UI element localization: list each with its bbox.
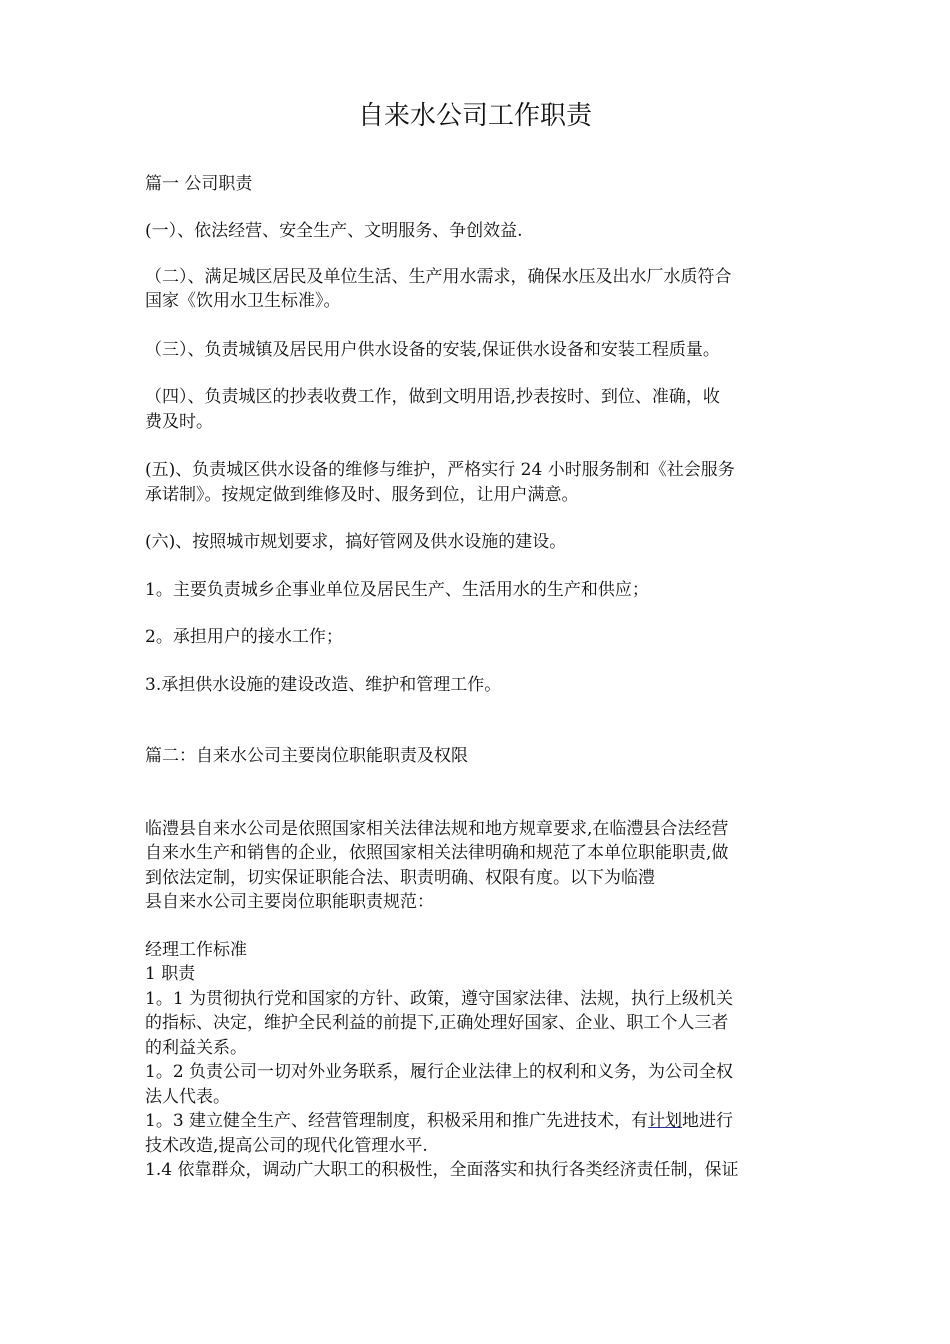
duty-1-4-line1: 1.4 依靠群众，调动广大职工的积极性，全面落实和执行各类经济责任制，保证 xyxy=(145,1160,739,1180)
standard-heading: 经理工作标准 xyxy=(145,940,247,960)
part1-item-6: (六)、按照城市规划要求，搞好管网及供水设施的建设。 xyxy=(145,532,567,552)
part1-item-2-line2: 国家《饮用水卫生标准》。 xyxy=(145,291,341,311)
part2-intro-line2: 自来水生产和销售的企业，依照国家相关法律明确和规范了本单位职能职责,做 xyxy=(145,843,729,863)
duty-1-2-line2: 法人代表。 xyxy=(145,1087,230,1107)
duty-1-3-line1 xyxy=(145,1109,810,1133)
part2-intro-line3: 到依法定制，切实保证职能合法、职责明确、权限有度。以下为临澧 xyxy=(145,868,655,888)
document-title: 自来水公司工作职责 xyxy=(357,101,592,131)
part1-item-2-line1: （二）、满足城区居民及单位生活、生产用水需求，确保水压及出水厂水质符合 xyxy=(145,267,732,287)
underlined-plan-word: 计划 xyxy=(648,1111,683,1131)
duty-1-2-line1: 1。2 负责公司一切对外业务联系，履行企业法律上的权利和义务，为公司全权 xyxy=(145,1062,734,1082)
part2-intro-line1: 临澧县自来水公司是依照国家相关法律法规和地方规章要求,在临澧县合法经营 xyxy=(145,819,729,839)
part1-item-5-line1: (五)、负责城区供水设备的维修与维护，严格实行 24 小时服务制和《社会服务 xyxy=(145,460,735,480)
part1-item-3: （三）、负责城镇及居民用户供水设备的安装,保证供水设备和安装工程质量。 xyxy=(145,340,720,360)
duty-1-1-line3: 的利益关系。 xyxy=(145,1038,247,1058)
part2-heading: 篇二：自来水公司主要岗位职能职责及权限 xyxy=(145,746,468,766)
part1-sub-2: 2。承担用户的接水工作； xyxy=(145,627,343,647)
duty-1-1-line1: 1。1 为贯彻执行党和国家的方针、政策，遵守国家法律、法规，执行上级机关 xyxy=(145,989,734,1009)
duty-1-1-line2: 的指标、决定，维护全民利益的前提下,正确处理好国家、企业、职工个人三者 xyxy=(145,1013,729,1033)
part1-heading: 篇一 公司职责 xyxy=(145,174,253,194)
duty-heading: 1 职责 xyxy=(145,964,196,984)
part2-intro-line4: 县自来水公司主要岗位职能职责规范： xyxy=(145,892,434,912)
part1-item-4-line1: （四）、负责城区的抄表收费工作，做到文明用语,抄表按时、到位、准确，收 xyxy=(145,387,720,407)
duty-1-3-text-after: 地进行 xyxy=(682,1111,734,1131)
duty-1-3-line2: 技术改造,提高公司的现代化管理水平. xyxy=(145,1136,428,1156)
part1-item-5-line2: 承诺制》。按规定做到维修及时、服务到位，让用户满意。 xyxy=(145,485,579,505)
part1-item-4-line2: 费及时。 xyxy=(145,412,213,432)
part1-sub-1: 1。主要负责城乡企事业单位及居民生产、生活用水的生产和供应； xyxy=(145,580,649,600)
duty-1-3-text-before: 1。3 建立健全生产、经营管理制度，积极采用和推广先进技术，有 xyxy=(145,1111,649,1131)
part1-sub-3: 3.承担供水设施的建设改造、维护和管理工作。 xyxy=(145,675,502,695)
part1-item-1: (一）、依法经营、安全生产、文明服务、争创效益. xyxy=(145,221,523,241)
